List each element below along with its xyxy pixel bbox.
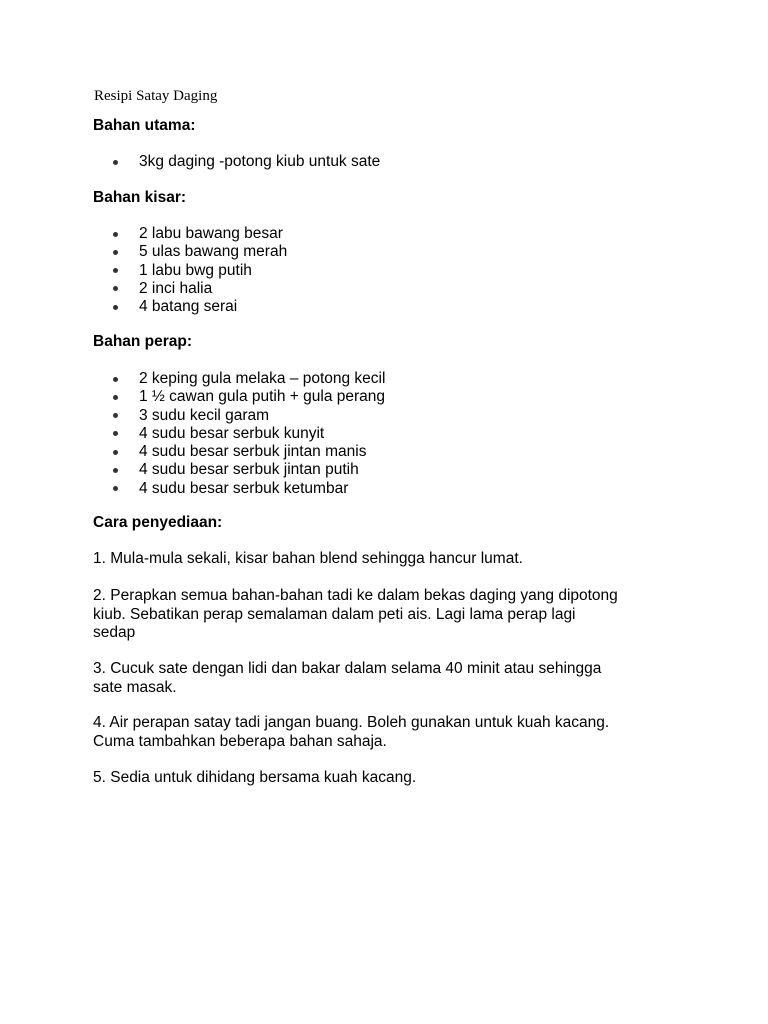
bullet-icon <box>113 468 118 473</box>
bullet-icon <box>113 160 118 165</box>
document-page: Resipi Satay Daging Bahan utama: 3kg daging -potong kiub untuk sate Bahan kisar: 2 labu bawang besar 5 ulas bawang merah 1 labu bwg putih 2 inci halia 4 batang serai Bahan perap: 2 keping gula melaka – potong kecil 1 ½ cawan gula putih + gula perang 3 sudu kecil garam 4 sudu besar serbuk kunyit 4 sudu besar serbuk jintan manis 4 sudu besar serbuk jintan putih 4 sudu besar serbuk ketumbar Cara penyediaan: 1. Mula-mula sekali, kisar bahan blend sehingga hancur lumat. 2. Perapkan semua bahan-bahan tadi ke dalam bekas daging yang dipotong kiub. Sebatikan perap semalaman dalam peti ais. Lagi lama perap lagi sedap 3. Cucuk sate dengan lidi dan bakar dalam selama 40 minit atau sehingga sate masak. 4. Air perapan satay tadi jangan buang. Boleh gunakan untuk kuah kacang. Cuma tambahkan beberapa bahan sahaja. 5. Sedia untuk dihidang bersama kuah kacang. <box>0 0 768 1024</box>
bullet-icon <box>113 286 118 291</box>
bullet-icon <box>113 486 118 491</box>
bullet-icon <box>113 431 118 436</box>
step-5: 5. Sedia untuk dihidang bersama kuah kacang. <box>93 769 417 786</box>
step-3: 3. Cucuk sate dengan lidi dan bakar dalam selama 40 minit atau sehingga sate masak. <box>93 660 602 696</box>
bullet-icon <box>113 450 118 455</box>
document-title: Resipi Satay Daging <box>94 88 218 104</box>
step-4: 4. Air perapan satay tadi jangan buang. Boleh gunakan untuk kuah kacang. Cuma tambahkan beberapa bahan sahaja. <box>93 714 610 750</box>
bullet-icon <box>113 413 118 418</box>
heading-bahan-kisar: Bahan kisar: <box>93 189 187 206</box>
bullet-icon <box>113 268 118 273</box>
bullet-icon <box>113 232 118 237</box>
heading-bahan-utama: Bahan utama: <box>93 117 196 134</box>
bullet-icon <box>113 250 118 255</box>
step-2: 2. Perapkan semua bahan-bahan tadi ke dalam bekas daging yang dipotong kiub. Sebatikan perap semalaman dalam peti ais. Lagi lama perap lagi sedap <box>93 587 618 641</box>
bullet-icon <box>113 305 118 310</box>
heading-cara-penyediaan: Cara penyediaan: <box>93 514 223 531</box>
bullet-icon <box>113 377 118 382</box>
heading-bahan-perap: Bahan perap: <box>93 333 193 350</box>
bullet-icon <box>113 395 118 400</box>
step-1: 1. Mula-mula sekali, kisar bahan blend sehingga hancur lumat. <box>93 550 523 567</box>
